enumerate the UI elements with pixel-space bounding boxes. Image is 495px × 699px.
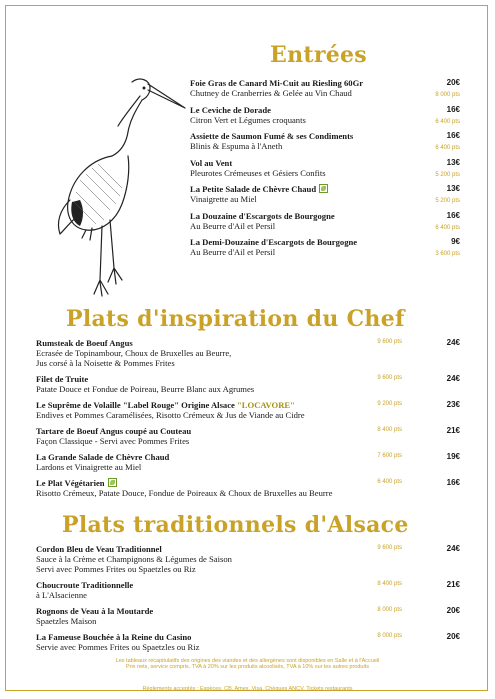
entrees-title: Entrées [270,42,367,68]
item-price: 24€ [446,544,460,553]
item-points: 9 600 pts [377,339,402,345]
item-name-text: Rumsteak de Boeuf Angus [36,338,133,348]
item-points: 6 400 pts [435,224,460,231]
item-price: 9€ [451,237,460,246]
item-description: Servie avec Pommes Frites ou Spaetzles ou Riz [36,642,200,652]
item-description: Au Beurre d'Ail et Persil [190,220,276,231]
menu-item [36,426,460,446]
footer-tax-note: Prix nets, service compris. TVA à 20% sur les produits alcoolisés, TVA à 10% sur les autres produits [126,664,369,670]
item-points: 9 600 pts [377,545,402,551]
menu-item [36,606,460,626]
entrees-list [190,78,460,264]
item-price: 16€ [446,104,460,114]
item-name [190,184,460,194]
item-description: Façon Classique - Servi avec Pommes Frites [36,436,190,446]
item-points: 7 600 pts [377,453,402,459]
stork-illustration [50,60,190,300]
item-points: 3 600 pts [435,251,460,257]
item-name-text: La Demi-Douzaine d'Escargots de Bourgogne [190,237,358,247]
item-points: 6 400 pts [377,479,402,485]
item-description: Ecrasée de Topinambour, Choux de Bruxelles au Beurre, [36,348,232,358]
item-name [190,105,460,115]
item-description: Endives et Pommes Caramélisées, Risotto Crémeux & Jus de Viande au Cidre [36,410,305,420]
item-name [190,237,460,247]
alsace-list [36,544,460,658]
locavore-label: "LOCAVORE" [237,400,295,410]
menu-item [36,478,460,498]
item-name [190,158,460,168]
item-points: 5 200 pts [435,198,460,204]
item-description: Vinaigrette au Miel [190,194,257,204]
item-points: 8 400 pts [377,581,402,587]
item-description: Chutney de Cranberries & Gelée au Vin Chaud [190,88,352,98]
item-name-text: Le Suprême de Volaille "Label Rouge" Origine Alsace [36,400,235,410]
footer-origins-note: Les tableaux récapitulatifs des origines des viandes et des allergènes sont disponibles en Salle et à l'Accueil [115,658,380,664]
item-description: Jus corsé à la Noisette & Pommes Frites [36,358,175,368]
item-points: 9 600 pts [377,375,402,381]
menu-item [190,105,460,125]
chef-list [36,338,460,504]
menu-item [190,131,460,151]
item-price: 13€ [446,184,460,193]
item-name-text: La Grande Salade de Chèvre Chaud [36,452,170,462]
item-price: 21€ [446,580,460,589]
item-price: 24€ [446,374,460,383]
item-name-text: Choucroute Traditionnelle [36,580,134,590]
item-description: Pleurotes Crémeuses et Gésiers Confits [190,167,326,178]
item-price: 21€ [446,426,460,435]
menu-item [190,211,460,231]
item-name [190,131,460,141]
menu-item [190,78,460,98]
item-price: 16€ [446,210,460,220]
leaf-icon [319,184,328,193]
item-points: 6 400 pts [435,118,460,125]
item-description: Servi avec Pommes Frites ou Spaetzles ou Riz [36,564,196,574]
item-name-text: Filet de Truite [36,374,89,384]
item-name [190,78,460,88]
menu-item [190,158,460,178]
item-price: 20€ [446,632,460,641]
item-points: 5 200 pts [435,171,460,178]
item-price: 24€ [446,338,460,347]
item-price: 16€ [446,131,460,140]
item-description: Spaetzles Maison [36,616,97,626]
item-name-text: La Petite Salade de Chèvre Chaud [190,184,317,194]
footer-payment-note: Règlements acceptés : Espèces, CB, Amex, Visa, Chèques ANCV, Tickets restaurants [142,686,353,692]
item-name-text: Le Ceviche de Dorade [190,104,271,115]
item-price: 20€ [446,78,460,87]
item-name-text: Foie Gras de Canard Mi-Cuit au Riesling 60Gr [190,78,364,88]
item-points: 8 400 pts [377,427,402,433]
menu-item [36,400,460,420]
menu-item [36,452,460,472]
menu-item [190,237,460,257]
item-description: Au Beurre d'Ail et Persil [190,247,276,257]
item-name-text: La Douzaine d'Escargots de Bourgogne [190,210,335,221]
chef-title: Plats d'inspiration du Chef [66,306,405,332]
item-points: 6 400 pts [435,145,460,151]
item-description: Risotto Crémeux, Patate Douce, Fondue de Poireaux & Choux de Bruxelles au Beurre [36,488,333,498]
menu-item [36,544,460,574]
item-description: Lardons et Vinaigrette au Miel [36,462,142,472]
item-name-text: Le Plat Végétarien [36,478,105,488]
item-name-text: Tartare de Boeuf Angus coupé au Couteau [36,426,192,436]
item-points: 9 200 pts [377,401,402,407]
item-points: 8 000 pts [377,633,402,639]
menu-item [36,632,460,652]
menu-item [36,338,460,368]
item-description: Sauce à la Crème et Champignons & Légumes de Saison [36,554,232,564]
menu-item [36,580,460,600]
item-price: 20€ [446,606,460,615]
item-price: 16€ [446,478,460,487]
item-price: 13€ [446,157,460,167]
item-price: 19€ [446,452,460,461]
item-name-text: Cordon Bleu de Veau Traditionnel [36,544,162,554]
item-name-text: La Fameuse Bouchée à la Reine du Casino [36,632,192,642]
item-points: 8 000 pts [377,607,402,613]
alsace-title: Plats traditionnels d'Alsace [62,512,409,538]
item-description: Patate Douce et Fondue de Poireau, Beurre Blanc aux Agrumes [36,384,255,394]
leaf-icon [108,478,117,487]
item-description: Blinis & Espuma à l'Aneth [190,141,283,151]
item-description: Citron Vert et Légumes croquants [190,114,306,125]
item-description: à L'Alsacienne [36,590,87,600]
menu-item [190,184,460,204]
item-name-text: Rognons de Veau à la Moutarde [36,606,154,616]
item-name-text: Assiette de Saumon Fumé & ses Condiments [190,131,354,141]
menu-item [36,374,460,394]
item-name-text: Vol au Vent [190,157,233,168]
item-points: 8 000 pts [435,92,460,98]
item-price: 23€ [446,400,460,409]
item-name [190,211,460,221]
